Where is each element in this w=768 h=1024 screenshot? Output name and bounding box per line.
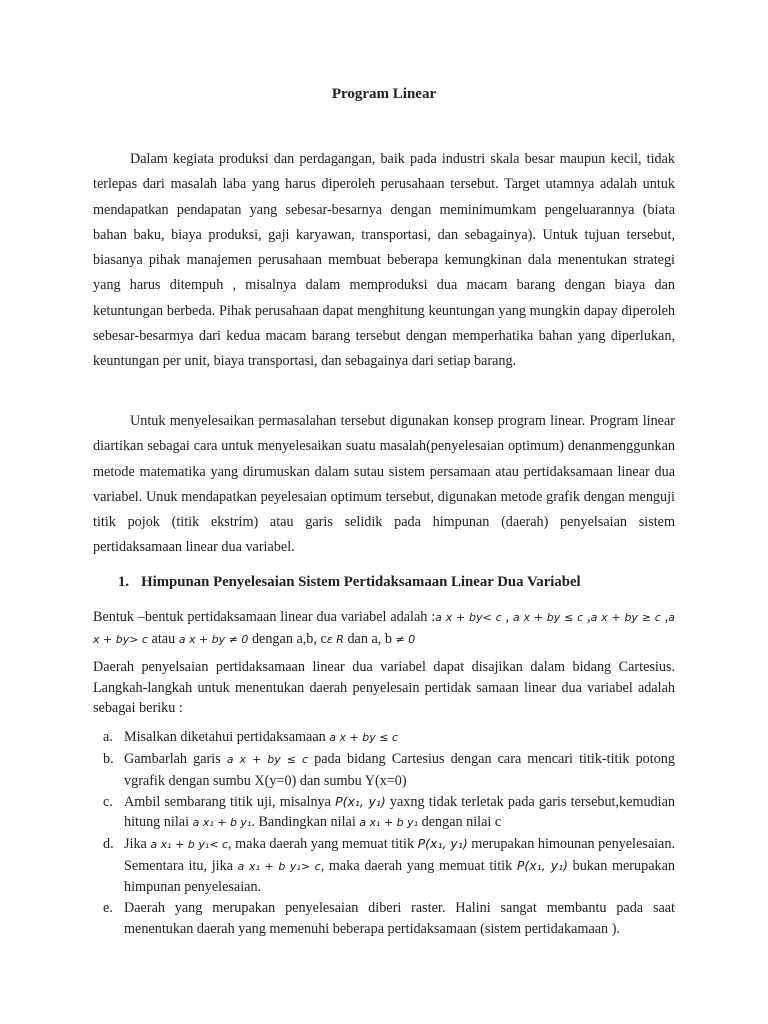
region-paragraph: Daerah penyelsaian pertidaksamaan linear dua variabel dapat disajikan dalam bidang Cartesius. Langkah-langkah untuk menentukan daerah penyelesain pertidak samaan linear dua variabel adalah sebagai beriku : <box>93 659 675 716</box>
math-less-equal: a x + by ≤ c <box>512 611 584 624</box>
math-expression: a x₁ + b y₁> c <box>237 859 321 873</box>
math-expression: a x₁ + b y₁ <box>192 816 252 830</box>
intro-text-4: , <box>660 609 669 625</box>
intro-text-5: atau <box>147 630 179 647</box>
intro-text-3: , <box>583 609 591 625</box>
step-text: Daerah yang merupakan penyelesaian diberi raster. Halini sangat membantu pada saat menentukan daerah yang memenuhi beberapa pertidaksamaan (sistem pertidakamaan ). <box>124 900 675 937</box>
step-text: dengan nilai c <box>418 814 502 831</box>
step-text: Misalkan diketahui pertidaksamaan <box>124 729 330 745</box>
math-point: P(x₁, y₁) <box>335 793 386 809</box>
math-nonzero: ≠ 0 <box>395 632 416 646</box>
math-expression: a x + by ≤ c <box>329 731 398 744</box>
inequality-forms-paragraph <box>93 607 675 650</box>
list-marker: e. <box>103 900 113 917</box>
list-item <box>103 898 675 939</box>
list-item <box>103 749 675 791</box>
section-heading-text: Himpunan Penyelesaian Sistem Pertidaksamaan Linear Dua Variabel <box>141 574 581 590</box>
math-expression: a x + by ≤ c <box>226 753 309 767</box>
intro-text-6: dengan a,b, c <box>248 630 327 647</box>
step-text: bukan merupakan himpunan penyelesaian. <box>124 857 676 896</box>
paragraph-linear-program: Untuk menyelesaikan permasalahan tersebut digunakan konsep program linear. Program linear diartikan sebagai cara untuk menyelesaikan suatu masalah(penyelesaian optimum) denanmenggunkan metode matematika yang dirumuskan dalam sutau sistem persamaan atau pertidaksamaan linear dua variabel. Unuk mendapatkan peyelesaian optimum tersebut, digunakan metode grafik dengan menguji titik pojok (titik ekstrim) atau garis selidik pada himpunan (daerah) penyelsaian sistem pertidaksamaan linear dua variabel. <box>93 413 675 556</box>
math-less-than: a x + by< c <box>435 611 502 624</box>
math-element-real: ε R <box>326 632 344 646</box>
math-point: P(x₁, y₁) <box>516 857 568 873</box>
section-heading <box>118 574 581 591</box>
math-greater-equal: a x + by ≥ c <box>590 611 661 624</box>
list-marker: c. <box>103 793 113 810</box>
list-marker: b. <box>103 751 114 768</box>
step-text: Jika <box>124 836 151 853</box>
step-text: pada bidang Cartesius dengan cara mencari titik-titik potong vgrafik dengan sumbu X(y=0) dan sumbu Y(x=0) <box>124 751 675 789</box>
math-expression: a x₁ + b y₁< c <box>150 838 229 852</box>
list-item <box>103 727 675 748</box>
list-marker: a. <box>103 729 113 745</box>
intro-text-2: , <box>501 609 513 625</box>
step-text: merupakan himounan penyelesaian. Sementara itu, jika <box>124 836 675 874</box>
step-text: Gambarlah garis <box>124 751 227 768</box>
step-text: , maka daerah yang memuat titik <box>228 836 418 853</box>
list-marker: d. <box>103 836 114 853</box>
step-text: . Bandingkan nilai <box>251 814 360 831</box>
intro-text-1: Bentuk –bentuk pertidaksamaan linear dua variabel adalah : <box>93 609 436 625</box>
steps-list <box>103 727 675 940</box>
list-item <box>103 834 675 897</box>
math-expression: a x₁ + b y₁ <box>359 816 419 830</box>
document-title: Program Linear <box>331 86 437 102</box>
step-text: , maka daerah yang memuat titik <box>320 857 517 874</box>
list-item <box>103 792 675 834</box>
math-greater-than: a x + by> c <box>93 611 675 646</box>
step-text: Ambil sembarang titik uji, misalnya <box>124 793 336 810</box>
math-not-equal: a x + by ≠ 0 <box>178 632 249 646</box>
section-number: 1. <box>118 574 130 590</box>
paragraph-production: Dalam kegiata produksi dan perdagangan, baik pada industri skala besar maupun kecil, tidak terlepas dari masalah laba yang harus diperoleh perusahaan tersebut. Target utamnya adalah untuk mendapatkan pendapatan yang sebesar-besarnya dengan meminimumkam pengeluarannya (biata bahan baku, biaya produksi, gaji karyawan, transportasi, dan sebagainya). Untuk tujuan tersebut, biasanya pihak manajemen perusahaan membuat beberapa kemungkinan dala menentukan strategi yang harus ditempuh , misalnya dalam memproduksi dua macam barang dengan biaya dan ketuntungan berbeda. Pihak perusahaan dapat menghitung keuntungan yang mungkin dapay diperoleh sebesar-besarmya dari kedua macam barang tersebut dengan memperhatika bahan yang diperlukan, keuntungan per unit, biaya transportasi, dan sebagainya dari setiap barang. <box>93 151 675 370</box>
math-point: P(x₁, y₁) <box>417 836 468 852</box>
step-text: yaxng tidak terletak pada garis tersebut,kemudian hitung nilai <box>124 793 675 831</box>
intro-text-7: dan a, b <box>343 630 396 647</box>
